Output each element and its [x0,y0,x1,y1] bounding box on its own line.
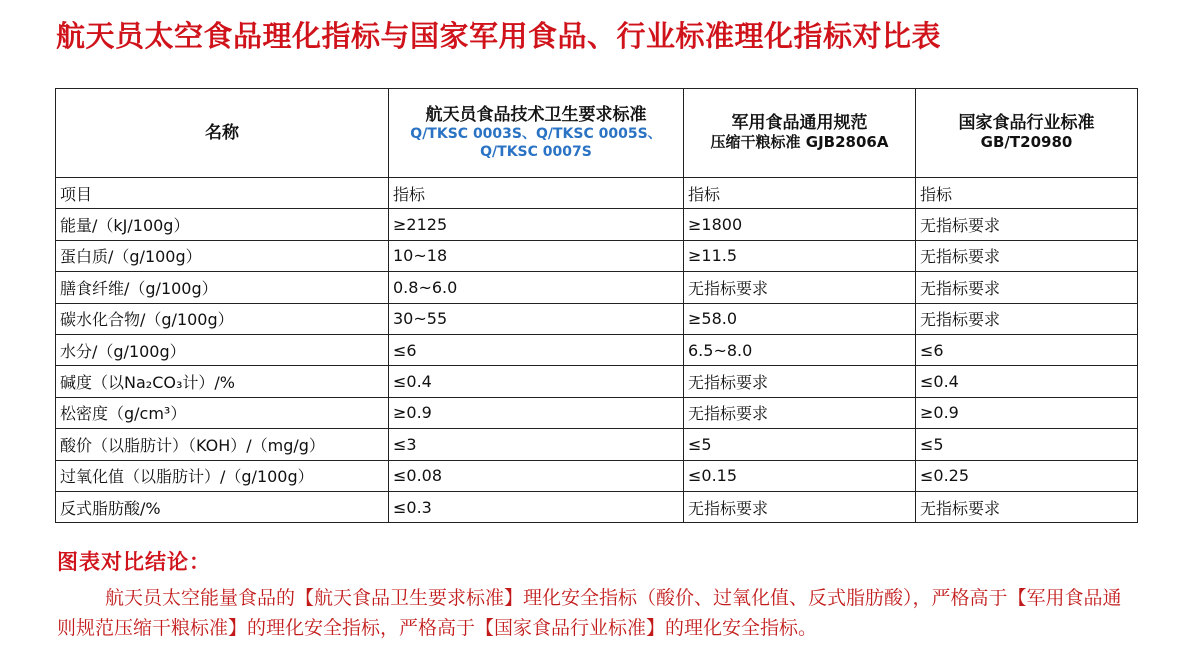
table-row [56,240,1138,271]
header-aerospace-title: 航天员食品技术卫生要求标准 [425,104,647,125]
table-row [56,491,1138,522]
cell-national: ≤0.25 [916,460,1138,491]
cell-aerospace: 指标 [389,178,684,209]
table-row [56,178,1138,209]
cell-national: 无指标要求 [916,491,1138,522]
header-aerospace-code-1: Q/TKSC 0003S、Q/TKSC 0005S、 [410,125,662,142]
header-national-title: 国家食品行业标准 [958,113,1095,133]
cell-national: ≤6 [916,334,1138,365]
cell-item: 碳水化合物/（g/100g） [56,303,389,334]
cell-national: 无指标要求 [916,303,1138,334]
cell-aerospace: ≥2125 [389,209,684,240]
cell-military: ≥1800 [684,209,916,240]
cell-military: ≥58.0 [684,303,916,334]
cell-item: 膳食纤维/（g/100g） [56,272,389,303]
table-row [56,303,1138,334]
cell-national: ≤0.4 [916,366,1138,397]
header-military-standard [684,89,916,178]
table-row [56,460,1138,491]
table-row [56,334,1138,365]
cell-aerospace: ≤0.4 [389,366,684,397]
cell-item: 反式脂肪酸/% [56,491,389,522]
cell-aerospace: 30~55 [389,303,684,334]
header-military-code: 压缩干粮标准 GJB2806A [710,133,889,151]
cell-national: ≥0.9 [916,397,1138,428]
cell-aerospace: ≥0.9 [389,397,684,428]
cell-item: 项目 [56,178,389,209]
cell-item: 松密度（g/cm³） [56,397,389,428]
cell-military: ≤0.15 [684,460,916,491]
cell-military: 无指标要求 [684,491,916,522]
table-row [56,209,1138,240]
header-aerospace-code-2: Q/TKSC 0007S [480,143,592,160]
cell-national: 无指标要求 [916,272,1138,303]
cell-military: 无指标要求 [684,272,916,303]
cell-item: 过氧化值（以脂肪计）/（g/100g） [56,460,389,491]
cell-military: ≥11.5 [684,240,916,271]
cell-aerospace: 0.8~6.0 [389,272,684,303]
cell-military: 无指标要求 [684,397,916,428]
cell-aerospace: ≤3 [389,429,684,460]
cell-item: 蛋白质/（g/100g） [56,240,389,271]
header-national-standard [916,89,1138,178]
table-row [56,366,1138,397]
cell-aerospace: ≤0.3 [389,491,684,522]
cell-item: 酸价（以脂肪计）（KOH）/（mg/g） [56,429,389,460]
cell-national: ≤5 [916,429,1138,460]
cell-aerospace: 10~18 [389,240,684,271]
table-row [56,397,1138,428]
cell-national: 无指标要求 [916,240,1138,271]
header-national-code: GB/T20980 [980,133,1073,151]
cell-item: 能量/（kJ/100g） [56,209,389,240]
header-aerospace-standard [389,89,684,178]
cell-item: 碱度（以Na₂CO₃计）/% [56,366,389,397]
conclusion-body: 航天员太空能量食品的【航天食品卫生要求标准】理化安全指标（酸价、过氧化值、反式脂肪酸），严格高于【军用食品通则规范压缩干粮标准】的理化安全指标，严格高于【国家食品行业标准】的理化安全指标。 [57,587,1122,639]
header-name-label: 名称 [205,123,239,143]
cell-military: ≤5 [684,429,916,460]
page-title: 航天员太空食品理化指标与国家军用食品、行业标准理化指标对比表 [56,19,942,53]
table-row [56,272,1138,303]
cell-item: 水分/（g/100g） [56,334,389,365]
cell-national: 指标 [916,178,1138,209]
cell-aerospace: ≤0.08 [389,460,684,491]
table-header-row [56,89,1138,178]
cell-military: 6.5~8.0 [684,334,916,365]
table-row [56,429,1138,460]
header-military-title: 军用食品通用规范 [731,113,868,133]
comparison-table [55,88,1138,523]
conclusion-title: 图表对比结论： [57,550,211,574]
cell-national: 无指标要求 [916,209,1138,240]
cell-military: 指标 [684,178,916,209]
header-name [56,89,389,178]
cell-military: 无指标要求 [684,366,916,397]
cell-aerospace: ≤6 [389,334,684,365]
